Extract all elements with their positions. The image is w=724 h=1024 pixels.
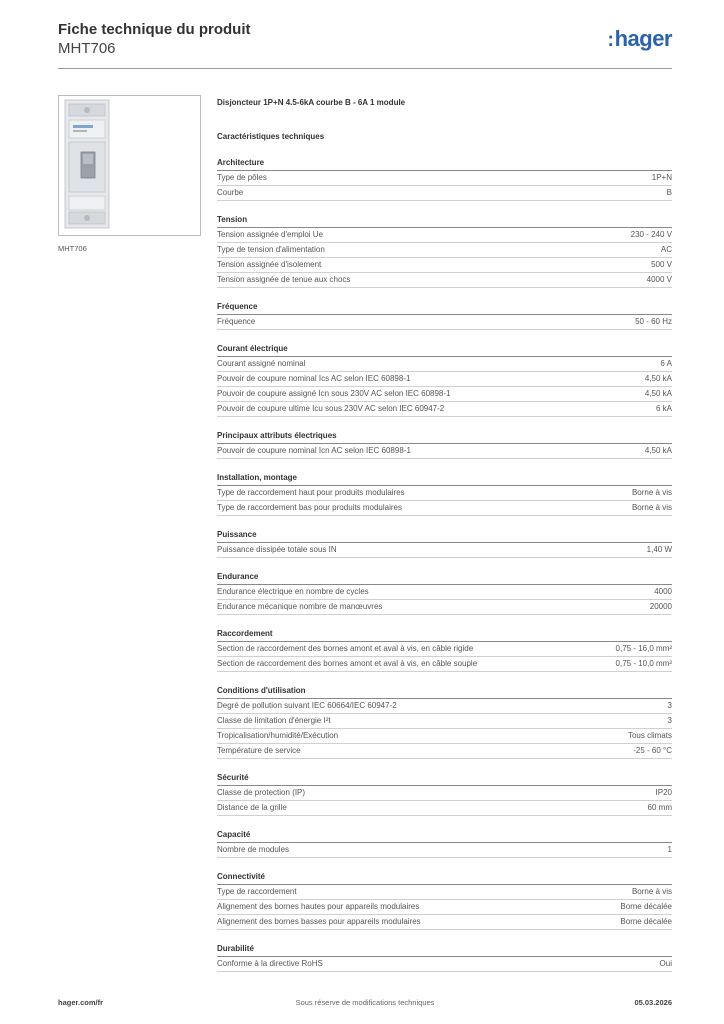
- spec-section: [217, 471, 672, 516]
- spec-section: [217, 771, 672, 816]
- spec-label: Nombre de modules: [217, 845, 290, 854]
- spec-label: Température de service: [217, 746, 301, 755]
- spec-section: [217, 942, 672, 972]
- spec-section: [217, 627, 672, 672]
- spec-section: [217, 684, 672, 759]
- spec-label: Puissance dissipée totale sous IN: [217, 545, 337, 554]
- spec-label: Section de raccordement des bornes amont et aval à vis, en câble rigide: [217, 644, 474, 653]
- spec-row: [217, 501, 672, 516]
- spec-section: [217, 870, 672, 930]
- spec-label: Degré de pollution suivant IEC 60664/IEC 60947-2: [217, 701, 397, 710]
- spec-label: Endurance mécanique nombre de manœuvres: [217, 602, 383, 611]
- spec-row: [217, 444, 672, 459]
- spec-value: Borne à vis: [631, 887, 672, 896]
- section-title: Capacité: [217, 828, 672, 843]
- spec-row: [217, 186, 672, 201]
- spec-row: [217, 657, 672, 672]
- spec-row: [217, 885, 672, 900]
- spec-row: [217, 642, 672, 657]
- spec-row: [217, 729, 672, 744]
- section-title: Puissance: [217, 528, 672, 543]
- section-title: Fréquence: [217, 300, 672, 315]
- spec-value: 3: [667, 701, 672, 710]
- spec-value: 4,50 kA: [644, 446, 672, 455]
- spec-value: 6 A: [660, 359, 672, 368]
- header-divider: [58, 68, 672, 69]
- spec-value: Oui: [659, 959, 672, 968]
- section-title: Sécurité: [217, 771, 672, 786]
- spec-label: Pouvoir de coupure assigné Icn sous 230V AC selon IEC 60898-1: [217, 389, 451, 398]
- spec-value: Borne à vis: [631, 503, 672, 512]
- spec-label: Pouvoir de coupure nominal Ics AC selon IEC 60898-1: [217, 374, 411, 383]
- spec-section: [217, 570, 672, 615]
- spec-value: -25 - 60 °C: [633, 746, 672, 755]
- spec-sheet: [217, 96, 672, 972]
- spec-row: [217, 402, 672, 417]
- spec-row: [217, 900, 672, 915]
- spec-row: [217, 486, 672, 501]
- spec-label: Type de pôles: [217, 173, 267, 182]
- spec-sections: [217, 156, 672, 972]
- spec-row: [217, 171, 672, 186]
- spec-label: Tropicalisation/humidité/Exécution: [217, 731, 339, 740]
- section-title: Architecture: [217, 156, 672, 171]
- spec-row: [217, 786, 672, 801]
- spec-row: [217, 315, 672, 330]
- spec-value: 0,75 - 10,0 mm²: [615, 659, 672, 668]
- spec-value: 0,75 - 16,0 mm²: [615, 644, 672, 653]
- spec-value: 4000 V: [646, 275, 672, 284]
- spec-section: [217, 528, 672, 558]
- spec-value: Tous climats: [627, 731, 672, 740]
- spec-label: Classe de limitation d'énergie I²t: [217, 716, 331, 725]
- page-header: [58, 20, 672, 68]
- section-title: Raccordement: [217, 627, 672, 642]
- section-title: Endurance: [217, 570, 672, 585]
- spec-value: 50 - 60 Hz: [635, 317, 672, 326]
- spec-row: [217, 273, 672, 288]
- section-title: Installation, montage: [217, 471, 672, 486]
- spec-value: 4000: [654, 587, 672, 596]
- product-image: [58, 95, 201, 236]
- section-title: Courant électrique: [217, 342, 672, 357]
- hager-logo[interactable]: [607, 26, 672, 52]
- spec-row: [217, 228, 672, 243]
- spec-row: [217, 585, 672, 600]
- spec-row: [217, 543, 672, 558]
- product-reference: MHT706: [58, 40, 116, 57]
- spec-row: [217, 699, 672, 714]
- spec-row: [217, 714, 672, 729]
- spec-value: 230 - 240 V: [630, 230, 672, 239]
- spec-label: Type de tension d'alimentation: [217, 245, 325, 254]
- spec-row: [217, 357, 672, 372]
- spec-row: [217, 387, 672, 402]
- spec-label: Type de raccordement haut pour produits modulaires: [217, 488, 405, 497]
- spec-label: Section de raccordement des bornes amont et aval à vis, en câble souple: [217, 659, 478, 668]
- spec-row: [217, 243, 672, 258]
- spec-label: Type de raccordement bas pour produits modulaires: [217, 503, 402, 512]
- circuit-breaker-illustration: [59, 96, 200, 235]
- page-title: Fiche technique du produit: [58, 21, 251, 38]
- spec-row: [217, 372, 672, 387]
- specs-heading: Caractéristiques techniques: [217, 132, 325, 141]
- spec-row: [217, 957, 672, 972]
- spec-label: Endurance électrique en nombre de cycles: [217, 587, 369, 596]
- spec-label: Tension assignée de tenue aux chocs: [217, 275, 351, 284]
- spec-section: [217, 156, 672, 201]
- spec-value: Borne à vis: [631, 488, 672, 497]
- spec-row: [217, 744, 672, 759]
- spec-value: Borne décalée: [620, 917, 672, 926]
- spec-value: Borne décalée: [620, 902, 672, 911]
- spec-label: Type de raccordement: [217, 887, 297, 896]
- spec-value: 6 kA: [655, 404, 672, 413]
- spec-label: Pouvoir de coupure ultime Icu sous 230V AC selon IEC 60947-2: [217, 404, 445, 413]
- spec-row: [217, 915, 672, 930]
- section-title: Tension: [217, 213, 672, 228]
- spec-section: [217, 300, 672, 330]
- logo-text: hager: [614, 26, 672, 51]
- spec-value: 1,40 W: [646, 545, 672, 554]
- spec-label: Pouvoir de coupure nominal Icn AC selon IEC 60898-1: [217, 446, 411, 455]
- section-title: Connectivité: [217, 870, 672, 885]
- spec-value: 500 V: [651, 260, 672, 269]
- spec-label: Fréquence: [217, 317, 256, 326]
- spec-value: 20000: [649, 602, 672, 611]
- spec-value: 3: [667, 716, 672, 725]
- footer-disclaimer: Sous réserve de modifications techniques: [295, 998, 435, 1007]
- spec-value: IP20: [655, 788, 672, 797]
- spec-row: [217, 600, 672, 615]
- spec-label: Distance de la grille: [217, 803, 287, 812]
- spec-section: [217, 828, 672, 858]
- logo-colon-icon: :: [607, 29, 614, 51]
- spec-value: AC: [660, 245, 672, 254]
- spec-row: [217, 801, 672, 816]
- spec-label: Tension assignée d'emploi Ue: [217, 230, 324, 239]
- spec-value: 1P+N: [651, 173, 672, 182]
- section-title: Durabilité: [217, 942, 672, 957]
- spec-value: 1: [667, 845, 672, 854]
- spec-row: [217, 843, 672, 858]
- spec-value: 60 mm: [647, 803, 672, 812]
- product-description: Disjoncteur 1P+N 4.5-6kA courbe B - 6A 1 module: [217, 98, 406, 107]
- spec-row: [217, 258, 672, 273]
- footer-date: 05.03.2026: [634, 998, 672, 1007]
- spec-label: Conforme à la directive RoHS: [217, 959, 323, 968]
- spec-value: 4,50 kA: [644, 389, 672, 398]
- spec-label: Courant assigné nominal: [217, 359, 306, 368]
- spec-label: Tension assignée d'isolement: [217, 260, 322, 269]
- product-image-caption: MHT706: [58, 244, 87, 253]
- footer-website-link[interactable]: hager.com/fr: [58, 998, 104, 1007]
- spec-label: Classe de protection (IP): [217, 788, 306, 797]
- spec-label: Courbe: [217, 188, 244, 197]
- section-title: Principaux attributs électriques: [217, 429, 672, 444]
- section-title: Conditions d'utilisation: [217, 684, 672, 699]
- spec-label: Alignement des bornes hautes pour appareils modulaires: [217, 902, 420, 911]
- spec-section: [217, 213, 672, 288]
- spec-value: B: [666, 188, 672, 197]
- spec-value: 4,50 kA: [644, 374, 672, 383]
- spec-section: [217, 342, 672, 417]
- spec-label: Alignement des bornes basses pour appareils modulaires: [217, 917, 421, 926]
- spec-section: [217, 429, 672, 459]
